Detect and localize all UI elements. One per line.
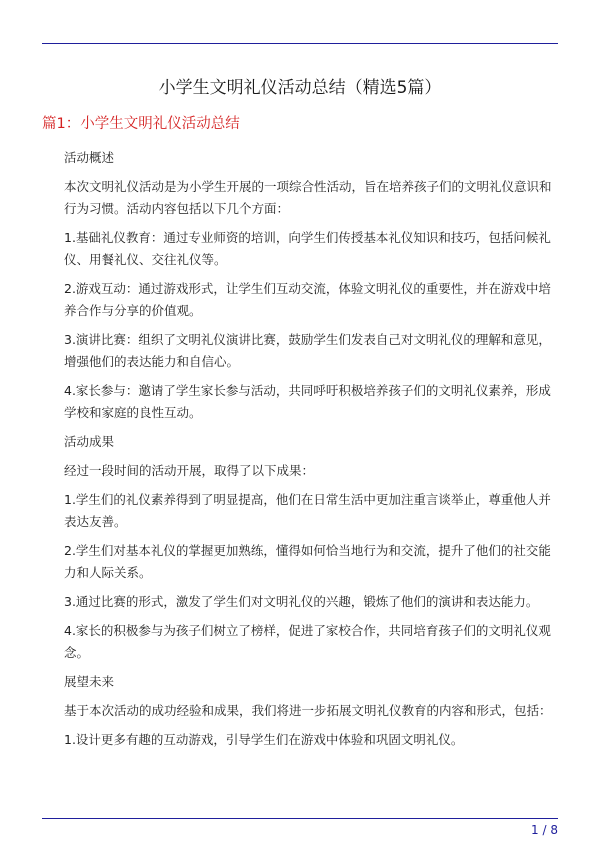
list-item: 3.通过比赛的形式，激发了学生们对文明礼仪的兴趣，锻炼了他们的演讲和表达能力。 bbox=[64, 594, 539, 609]
section-heading: 篇1：小学生文明礼仪活动总结 bbox=[42, 116, 240, 132]
list-item: 2.学生们对基本礼仪的掌握更加熟练，懂得如何恰当地行为和交流，提升了他们的社交能力和人际关系。 bbox=[64, 543, 551, 580]
subheading-future-outlook: 展望未来 bbox=[64, 674, 115, 689]
footer-rule bbox=[42, 818, 558, 819]
list-item: 4.家长的积极参与为孩子们树立了榜样，促进了家校合作，共同培育孩子们的文明礼仪观念。 bbox=[64, 623, 551, 660]
subheading-activity-overview: 活动概述 bbox=[64, 150, 115, 165]
page-number: 1 / 8 bbox=[531, 823, 558, 837]
list-item: 1.基础礼仪教育：通过专业师资的培训，向学生们传授基本礼仪知识和技巧，包括问候礼仪、用餐礼仪、交往礼仪等。 bbox=[64, 230, 551, 267]
list-item: 2.游戏互动：通过游戏形式，让学生们互动交流，体验文明礼仪的重要性，并在游戏中培养合作与分享的价值观。 bbox=[64, 281, 551, 318]
paragraph: 经过一段时间的活动开展，取得了以下成果： bbox=[64, 463, 315, 478]
list-item: 3.演讲比赛：组织了文明礼仪演讲比赛，鼓励学生们发表自己对文明礼仪的理解和意见，增强他们的表达能力和自信心。 bbox=[64, 332, 551, 369]
list-item: 1.学生们的礼仪素养得到了明显提高，他们在日常生活中更加注重言谈举止，尊重他人并表达友善。 bbox=[64, 492, 551, 529]
document-title: 小学生文明礼仪活动总结（精选5篇） bbox=[158, 78, 442, 98]
header-rule bbox=[42, 43, 558, 44]
list-item: 1.设计更多有趣的互动游戏，引导学生们在游戏中体验和巩固文明礼仪。 bbox=[64, 732, 464, 747]
subheading-activity-results: 活动成果 bbox=[64, 434, 115, 449]
document-body bbox=[42, 147, 558, 758]
paragraph: 基于本次活动的成功经验和成果，我们将进一步拓展文明礼仪教育的内容和形式，包括： bbox=[64, 703, 552, 718]
paragraph: 本次文明礼仪活动是为小学生开展的一项综合性活动，旨在培养孩子们的文明礼仪意识和行为习惯。活动内容包括以下几个方面： bbox=[64, 179, 552, 216]
list-item: 4.家长参与：邀请了学生家长参与活动，共同呼吁积极培养孩子们的文明礼仪素养，形成学校和家庭的良性互动。 bbox=[64, 383, 551, 420]
